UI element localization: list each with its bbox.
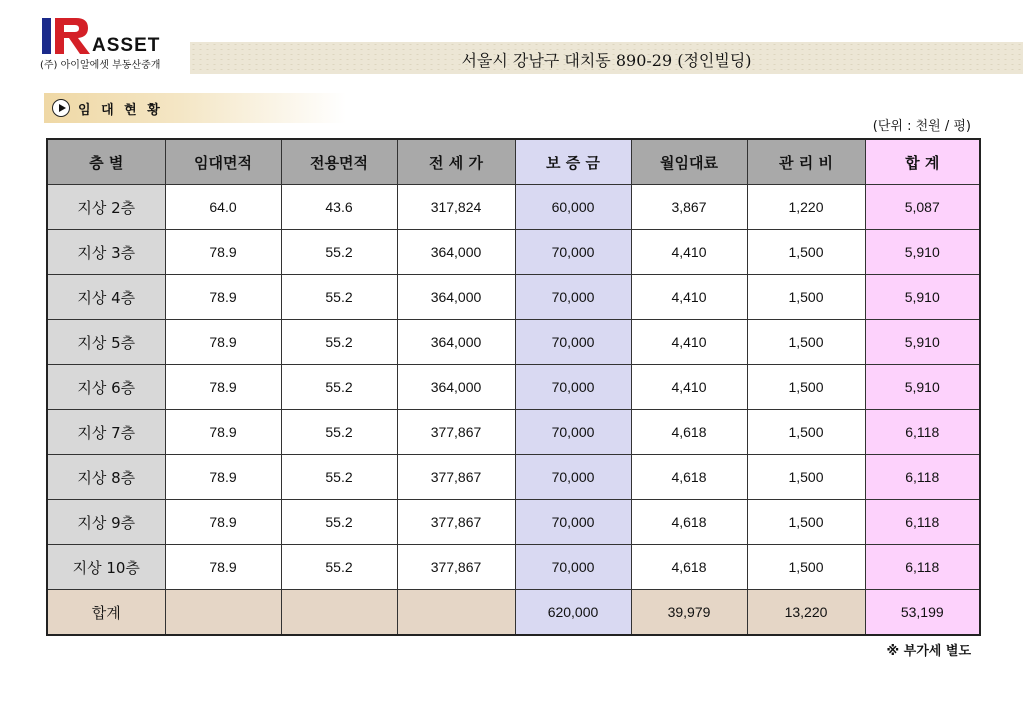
cell-monthly-rent: 4,410 xyxy=(631,365,747,410)
cell-deposit: 70,000 xyxy=(515,410,631,455)
cell-monthly-rent: 4,618 xyxy=(631,545,747,590)
cell-lease-area: 78.9 xyxy=(165,410,281,455)
cell-maintenance-fee: 1,500 xyxy=(747,500,865,545)
header-lease-area: 임대면적 xyxy=(165,139,281,185)
cell-floor: 지상 9층 xyxy=(47,500,165,545)
cell-deposit: 60,000 xyxy=(515,185,631,230)
table-row xyxy=(47,185,980,230)
cell-maintenance-fee: 1,500 xyxy=(747,455,865,500)
cell-exclusive-area: 55.2 xyxy=(281,500,397,545)
cell-jeonse-price: 377,867 xyxy=(397,500,515,545)
total-exclusive-area xyxy=(281,590,397,636)
cell-total: 6,118 xyxy=(865,455,980,500)
cell-maintenance-fee: 1,500 xyxy=(747,230,865,275)
cell-monthly-rent: 4,410 xyxy=(631,275,747,320)
cell-maintenance-fee: 1,500 xyxy=(747,545,865,590)
cell-deposit: 70,000 xyxy=(515,230,631,275)
cell-floor: 지상 2층 xyxy=(47,185,165,230)
cell-deposit: 70,000 xyxy=(515,320,631,365)
cell-total: 5,910 xyxy=(865,230,980,275)
section-header xyxy=(44,93,346,123)
company-logo xyxy=(40,18,190,74)
cell-exclusive-area: 55.2 xyxy=(281,365,397,410)
cell-jeonse-price: 317,824 xyxy=(397,185,515,230)
table-row xyxy=(47,410,980,455)
cell-exclusive-area: 55.2 xyxy=(281,320,397,365)
header-jeonse-price: 전 세 가 xyxy=(397,139,515,185)
cell-total: 5,910 xyxy=(865,365,980,410)
cell-lease-area: 78.9 xyxy=(165,455,281,500)
logo-subtitle: (주) 아이알에셋 부동산중개 xyxy=(40,60,161,71)
cell-jeonse-price: 377,867 xyxy=(397,410,515,455)
cell-maintenance-fee: 1,500 xyxy=(747,320,865,365)
unit-label: (단위 : 천원 / 평) xyxy=(872,119,971,134)
section-label: 임 대 현 황 xyxy=(78,103,163,118)
cell-jeonse-price: 377,867 xyxy=(397,455,515,500)
cell-deposit: 70,000 xyxy=(515,275,631,320)
header-floor: 층 별 xyxy=(47,139,165,185)
cell-monthly-rent: 4,618 xyxy=(631,410,747,455)
lease-status-table xyxy=(46,138,981,636)
cell-exclusive-area: 55.2 xyxy=(281,230,397,275)
total-maintenance-fee: 13,220 xyxy=(747,590,865,636)
cell-total: 6,118 xyxy=(865,410,980,455)
cell-floor: 지상 10층 xyxy=(47,545,165,590)
cell-jeonse-price: 364,000 xyxy=(397,275,515,320)
page-title: 서울시 강남구 대치동 890-29 (정인빌딩) xyxy=(461,51,752,70)
cell-deposit: 70,000 xyxy=(515,545,631,590)
cell-floor: 지상 6층 xyxy=(47,365,165,410)
cell-deposit: 70,000 xyxy=(515,500,631,545)
cell-exclusive-area: 55.2 xyxy=(281,455,397,500)
cell-jeonse-price: 364,000 xyxy=(397,230,515,275)
cell-total: 5,910 xyxy=(865,320,980,365)
table-row xyxy=(47,455,980,500)
cell-lease-area: 78.9 xyxy=(165,545,281,590)
table-row xyxy=(47,320,980,365)
logo-wordmark: ASSET xyxy=(92,35,161,56)
table-row xyxy=(47,545,980,590)
header-maintenance-fee: 관 리 비 xyxy=(747,139,865,185)
cell-total: 5,087 xyxy=(865,185,980,230)
cell-monthly-rent: 4,410 xyxy=(631,230,747,275)
total-deposit: 620,000 xyxy=(515,590,631,636)
cell-monthly-rent: 4,618 xyxy=(631,500,747,545)
table-row xyxy=(47,500,980,545)
cell-deposit: 70,000 xyxy=(515,455,631,500)
total-jeonse-price xyxy=(397,590,515,636)
table-header-row xyxy=(47,139,980,185)
cell-lease-area: 78.9 xyxy=(165,500,281,545)
cell-total: 5,910 xyxy=(865,275,980,320)
cell-lease-area: 78.9 xyxy=(165,275,281,320)
vat-note: ※ 부가세 별도 xyxy=(886,644,971,659)
header-deposit: 보 증 금 xyxy=(515,139,631,185)
total-lease-area xyxy=(165,590,281,636)
table-row xyxy=(47,365,980,410)
cell-jeonse-price: 377,867 xyxy=(397,545,515,590)
play-icon xyxy=(52,99,70,117)
table-body xyxy=(47,185,980,636)
header-exclusive-area: 전용면적 xyxy=(281,139,397,185)
cell-deposit: 70,000 xyxy=(515,365,631,410)
cell-lease-area: 64.0 xyxy=(165,185,281,230)
cell-exclusive-area: 43.6 xyxy=(281,185,397,230)
total-monthly-rent: 39,979 xyxy=(631,590,747,636)
cell-floor: 지상 4층 xyxy=(47,275,165,320)
cell-floor: 지상 3층 xyxy=(47,230,165,275)
total-floor: 합계 xyxy=(47,590,165,636)
cell-lease-area: 78.9 xyxy=(165,230,281,275)
header-monthly-rent: 월임대료 xyxy=(631,139,747,185)
cell-monthly-rent: 4,410 xyxy=(631,320,747,365)
cell-maintenance-fee: 1,500 xyxy=(747,410,865,455)
cell-lease-area: 78.9 xyxy=(165,320,281,365)
cell-exclusive-area: 55.2 xyxy=(281,545,397,590)
cell-maintenance-fee: 1,220 xyxy=(747,185,865,230)
cell-total: 6,118 xyxy=(865,545,980,590)
cell-total: 6,118 xyxy=(865,500,980,545)
title-bar xyxy=(190,42,1023,74)
header-total: 합 계 xyxy=(865,139,980,185)
cell-floor: 지상 7층 xyxy=(47,410,165,455)
cell-jeonse-price: 364,000 xyxy=(397,320,515,365)
total-row xyxy=(47,590,980,636)
cell-lease-area: 78.9 xyxy=(165,365,281,410)
cell-exclusive-area: 55.2 xyxy=(281,410,397,455)
cell-jeonse-price: 364,000 xyxy=(397,365,515,410)
ir-logo-mark xyxy=(42,18,92,54)
table-row xyxy=(47,275,980,320)
cell-monthly-rent: 3,867 xyxy=(631,185,747,230)
cell-maintenance-fee: 1,500 xyxy=(747,275,865,320)
cell-floor: 지상 8층 xyxy=(47,455,165,500)
cell-monthly-rent: 4,618 xyxy=(631,455,747,500)
total-total: 53,199 xyxy=(865,590,980,636)
cell-maintenance-fee: 1,500 xyxy=(747,365,865,410)
cell-floor: 지상 5층 xyxy=(47,320,165,365)
table-row xyxy=(47,230,980,275)
cell-exclusive-area: 55.2 xyxy=(281,275,397,320)
